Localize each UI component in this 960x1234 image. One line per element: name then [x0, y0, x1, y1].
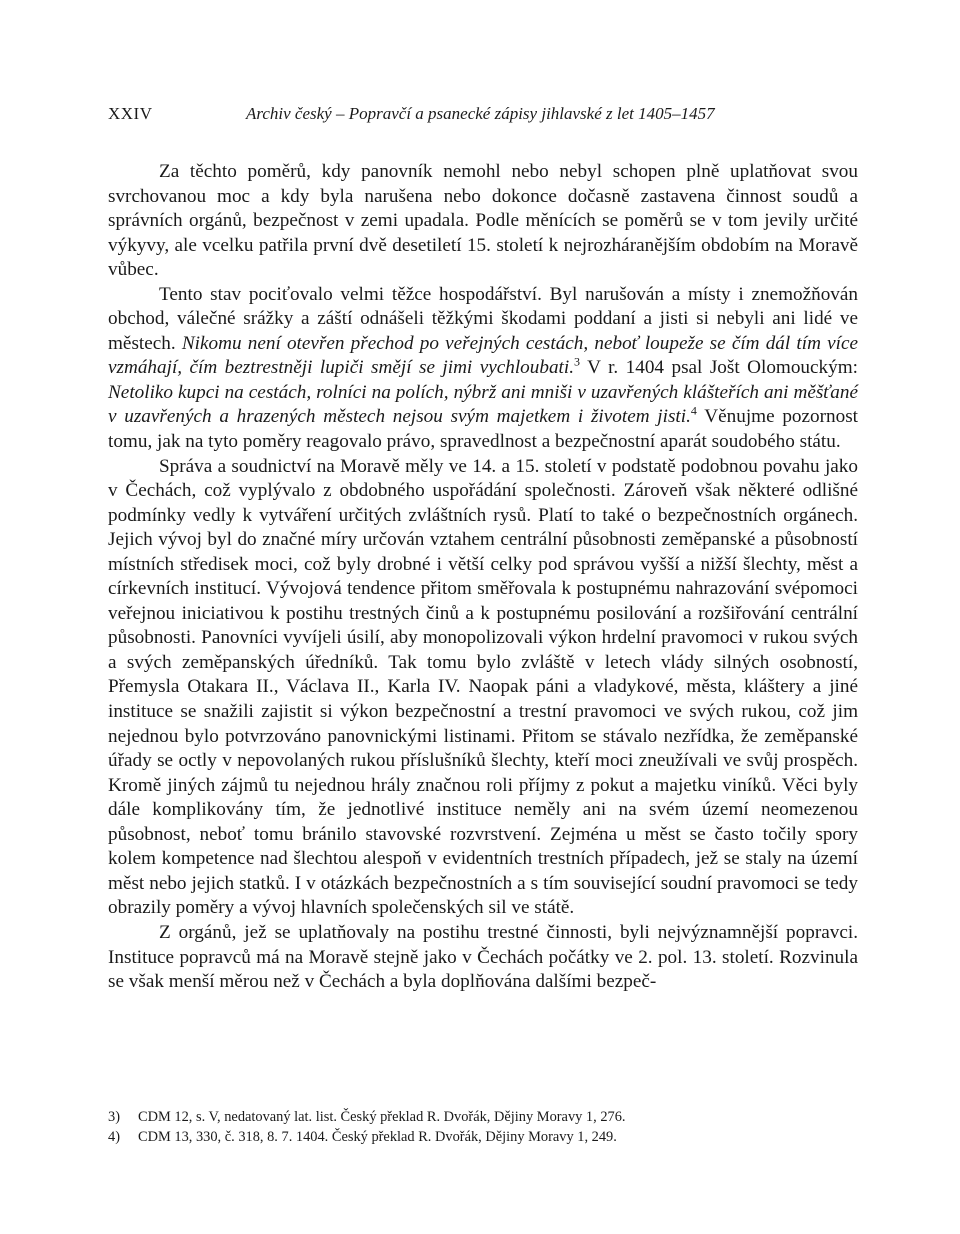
- footnote-ref: 3: [574, 354, 581, 369]
- footnote: [108, 1108, 858, 1128]
- footnotes: [108, 1108, 858, 1147]
- quotation-text: Netoliko kupci na cestách, rolníci na polích, nýbrž ani mniši v uzavřených klášteřích ani měšťané v uzavřených a hrazených městech nejsou svým majetkem i životem jisti.: [108, 381, 858, 428]
- paragraph-text: Z orgánů, jež se uplatňovaly na postihu trestné činnosti, byli nejvýznamnější popravci. Instituce popravců má na Moravě stejně jako v Čechách počátky ve 2. pol. 13. století. Rozvinula se však menší měrou než v Čechách a byla doplňována dalšími bezpeč-: [108, 921, 858, 993]
- paragraph: [108, 160, 858, 283]
- footnote-number: 4): [108, 1128, 120, 1145]
- footnote-number: 3): [108, 1109, 120, 1125]
- footnote-ref: 4: [690, 404, 697, 419]
- running-head: [108, 104, 858, 128]
- paragraph-text: Správa a soudnictví na Moravě měly ve 14. a 15. století v podstatě podobnou povahu jako v Čechách, což vyplývalo z obdobného uspořádání společnosti. Zároveň však některé odlišné podmínky vedly k vytváření určitých zvláštních rysů. Platí to také o bezpečnostních orgánech. Jejich vývoj byl do značné míry určován vztahem centrální působnosti zeměpanské a působností místních středisek moci, což byly drobné i větší celky pod správou vyšší a nižší šlechty, měst a církevních institucí. Vývojová tendence přitom směřovala k postupnému nahrazování svépomoci veřejnou iniciativou k postihu trestných činů a k postupnému posilování a rozšiřování centrální působnosti. Panovníci vyvíjeli úsilí, aby monopolizovali výkon hrdelní pravomoci v rukou svých a svých zeměpanských úředníků. Tak tomu bylo zvláště v letech vlády silných osobností, Přemysla Otakara II., Václava II., Karla IV. Naopak páni a vladykové, města, kláštery a jiné instituce se snažili zajistit si výkon bezpečnostní a trestní pravomoci ve svých rukou, což jim nejednou bylo potvrzováno panovnickými listinami. Přitom se stávalo nezřídka, že zeměpanské úřady se octly v nepovolaných rukou příslušníků šlechty, kteří moci zneužívali ve svůj prospěch. Kromě jiných zájmů tu nejednou hrály značnou roli příjmy z pokut a majetku viníků. Věci byly dále komplikovány tím, že jednotlivé instituce neměly ani na svém území neomezenou působnost, neboť tomu bránilo stavovské rozvrstvení. Zejména u měst se často točily spory kolem kompetence nad šlechtou alespoň v evidentních trestních případech, jež se staly na území měst nebo jejich statků. I v otázkách bezpečnostních a s tím související soudní pravomoci se tedy obrazily poměry a vývoj hlavních společenských sil ve státě.: [108, 455, 858, 919]
- footnote: [108, 1128, 858, 1148]
- paragraph-text: Za těchto poměrů, kdy panovník nemohl nebo nebyl schopen plně uplatňovat svou svrchovanou moc a kdy byla narušena nebo dokonce dočasně zastavena činnost soudů a správních orgánů, bezpečnost v zemi upadala. Podle měnících se poměrů se v tom jevily určité výkyvy, ale vcelku patřila první dvě desetiletí 15. století k nejrozháranějším obdobím na Moravě vůbec.: [108, 161, 858, 281]
- paragraph-text: Věnujme pozornost tomu, jak na tyto poměry reagovalo právo, spravedlnost a bezpečnostní aparát soudobého státu.: [108, 406, 858, 453]
- paragraph-text: V r. 1404 psal Jošt Olomouckým:: [580, 357, 858, 379]
- running-title: Archiv český – Popravčí a psanecké zápisy jihlavské z let 1405–1457: [246, 104, 715, 123]
- body-text: [108, 160, 858, 995]
- paragraph-text: Tento stav pociťovalo velmi těžce hospodářství. Byl narušován a místy i znemožňován obchod, válečné srážky a záští odnášeli těžkými škodami poddaní a jisti si nebyli ani lidé ve městech.: [108, 283, 858, 354]
- book-page: [108, 0, 858, 1234]
- footnote-text: CDM 13, 330, č. 318, 8. 7. 1404. Český překlad R. Dvořák, Dějiny Moravy 1, 249.: [138, 1128, 617, 1145]
- paragraph: [108, 283, 858, 455]
- footnote-text: CDM 12, s. V, nedatovaný lat. list. Český překlad R. Dvořák, Dějiny Moravy 1, 276.: [138, 1109, 626, 1125]
- quotation-text: Nikomu není otevřen přechod po veřejných cestách, neboť loupeže se čím dál tím více vzmáhají, čím beztrestněji lupiči smějí se jimi vychloubati.: [108, 332, 858, 379]
- paragraph: [108, 455, 858, 921]
- page-number: XXIV: [108, 104, 153, 123]
- paragraph: [108, 921, 858, 995]
